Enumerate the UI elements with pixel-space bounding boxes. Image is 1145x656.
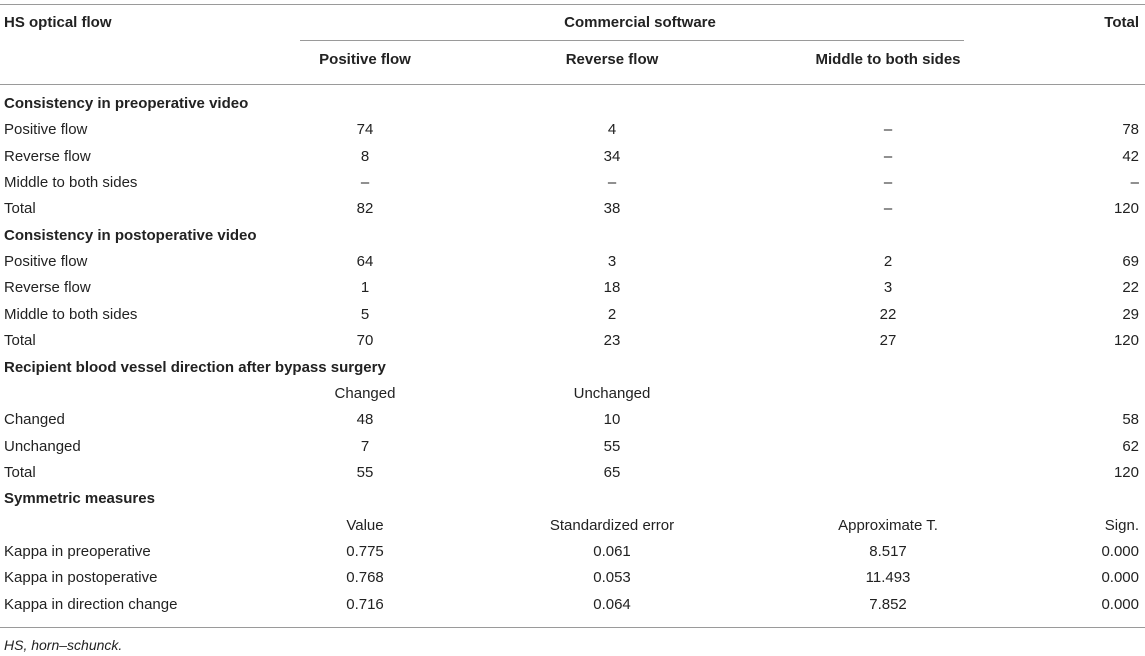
sub-header-cell: Approximate T. [838,517,938,534]
sub-header-cell: Sign. [1104,517,1139,534]
table-cell: 8.517 [869,543,907,560]
table-cell: 38 [603,200,621,217]
table-cell: 0.716 [346,596,384,613]
table-cell: 55 [356,464,374,481]
table-cell: 2 [883,253,893,270]
row-label: Total [4,464,36,481]
group-header-underline [300,40,964,41]
header-bottom-rule [0,84,1145,85]
stub-header: HS optical flow [4,14,112,31]
table-cell: 0.000 [1101,596,1139,613]
table-cell: 8 [360,148,370,165]
table-cell: 64 [356,253,374,270]
sub-header-cell: Changed [334,385,396,402]
table-cell: – [607,174,617,191]
row-label: Changed [4,411,65,428]
table-cell: 34 [603,148,621,165]
table-cell: – [883,121,893,138]
row-label: Positive flow [4,121,88,138]
sub-header-cell: Value [346,517,384,534]
sub-header-cell: Unchanged [573,385,651,402]
table-cell: 55 [603,438,621,455]
table-cell: 22 [879,306,897,323]
table-cell: 62 [1122,438,1139,455]
table-cell: – [1130,174,1139,191]
row-label: Reverse flow [4,148,91,165]
table-cell: 70 [356,332,374,349]
table-cell: 7 [360,438,370,455]
table-cell: 65 [603,464,621,481]
row-label: Total [4,332,36,349]
row-label: Kappa in direction change [4,596,178,613]
table-cell: 10 [603,411,621,428]
table-cell: – [883,148,893,165]
row-label: Middle to both sides [4,306,138,323]
section-title: Consistency in preoperative video [4,95,249,112]
table-cell: 120 [1113,200,1139,217]
row-label: Reverse flow [4,279,91,296]
table-cell: 74 [356,121,374,138]
footnote: HS, horn–schunck. [4,637,123,653]
table-cell: 2 [607,306,617,323]
table-cell: 4 [607,121,617,138]
table-cell: 0.000 [1101,569,1139,586]
row-label: Positive flow [4,253,88,270]
col-header-middle-to-both-sides: Middle to both sides [815,51,961,68]
table-cell: 58 [1122,411,1139,428]
row-label: Unchanged [4,438,81,455]
section-title: Recipient blood vessel direction after bypass surgery [4,359,386,376]
table-cell: 82 [356,200,374,217]
col-header-positive-flow: Positive flow [319,51,411,68]
section-title: Symmetric measures [4,490,155,507]
table-cell: 120 [1113,464,1139,481]
table-cell: 23 [603,332,621,349]
group-header: Commercial software [564,14,716,31]
table-cell: 42 [1122,148,1139,165]
sub-header-cell: Standardized error [549,517,675,534]
table-cell: 11.493 [865,569,911,586]
table-cell: – [360,174,370,191]
table-cell: 27 [879,332,897,349]
table-cell: 18 [603,279,621,296]
table-top-rule [0,4,1145,5]
table-cell: 1 [360,279,370,296]
table-cell: 3 [883,279,893,296]
col-header-reverse-flow: Reverse flow [565,51,659,68]
row-label: Middle to both sides [4,174,138,191]
table-cell: 69 [1122,253,1139,270]
section-title: Consistency in postoperative video [4,227,257,244]
table-cell: 0.775 [346,543,384,560]
row-label: Total [4,200,36,217]
table-cell: 7.852 [869,596,907,613]
table-cell: 120 [1113,332,1139,349]
table-cell: 0.061 [593,543,631,560]
table-cell: 29 [1122,306,1139,323]
table-cell: – [883,174,893,191]
table-cell: 5 [360,306,370,323]
table-cell: 0.768 [346,569,384,586]
table-cell: 0.000 [1101,543,1139,560]
table-cell: 78 [1122,121,1139,138]
table-cell: 48 [356,411,374,428]
table-cell: 22 [1122,279,1139,296]
row-label: Kappa in preoperative [4,543,151,560]
table-bottom-rule [0,627,1145,628]
total-header: Total [1104,14,1139,31]
table-cell: 3 [607,253,617,270]
table-cell: 0.064 [593,596,631,613]
table-cell: 0.053 [593,569,631,586]
table-cell: – [883,200,893,217]
row-label: Kappa in postoperative [4,569,158,586]
